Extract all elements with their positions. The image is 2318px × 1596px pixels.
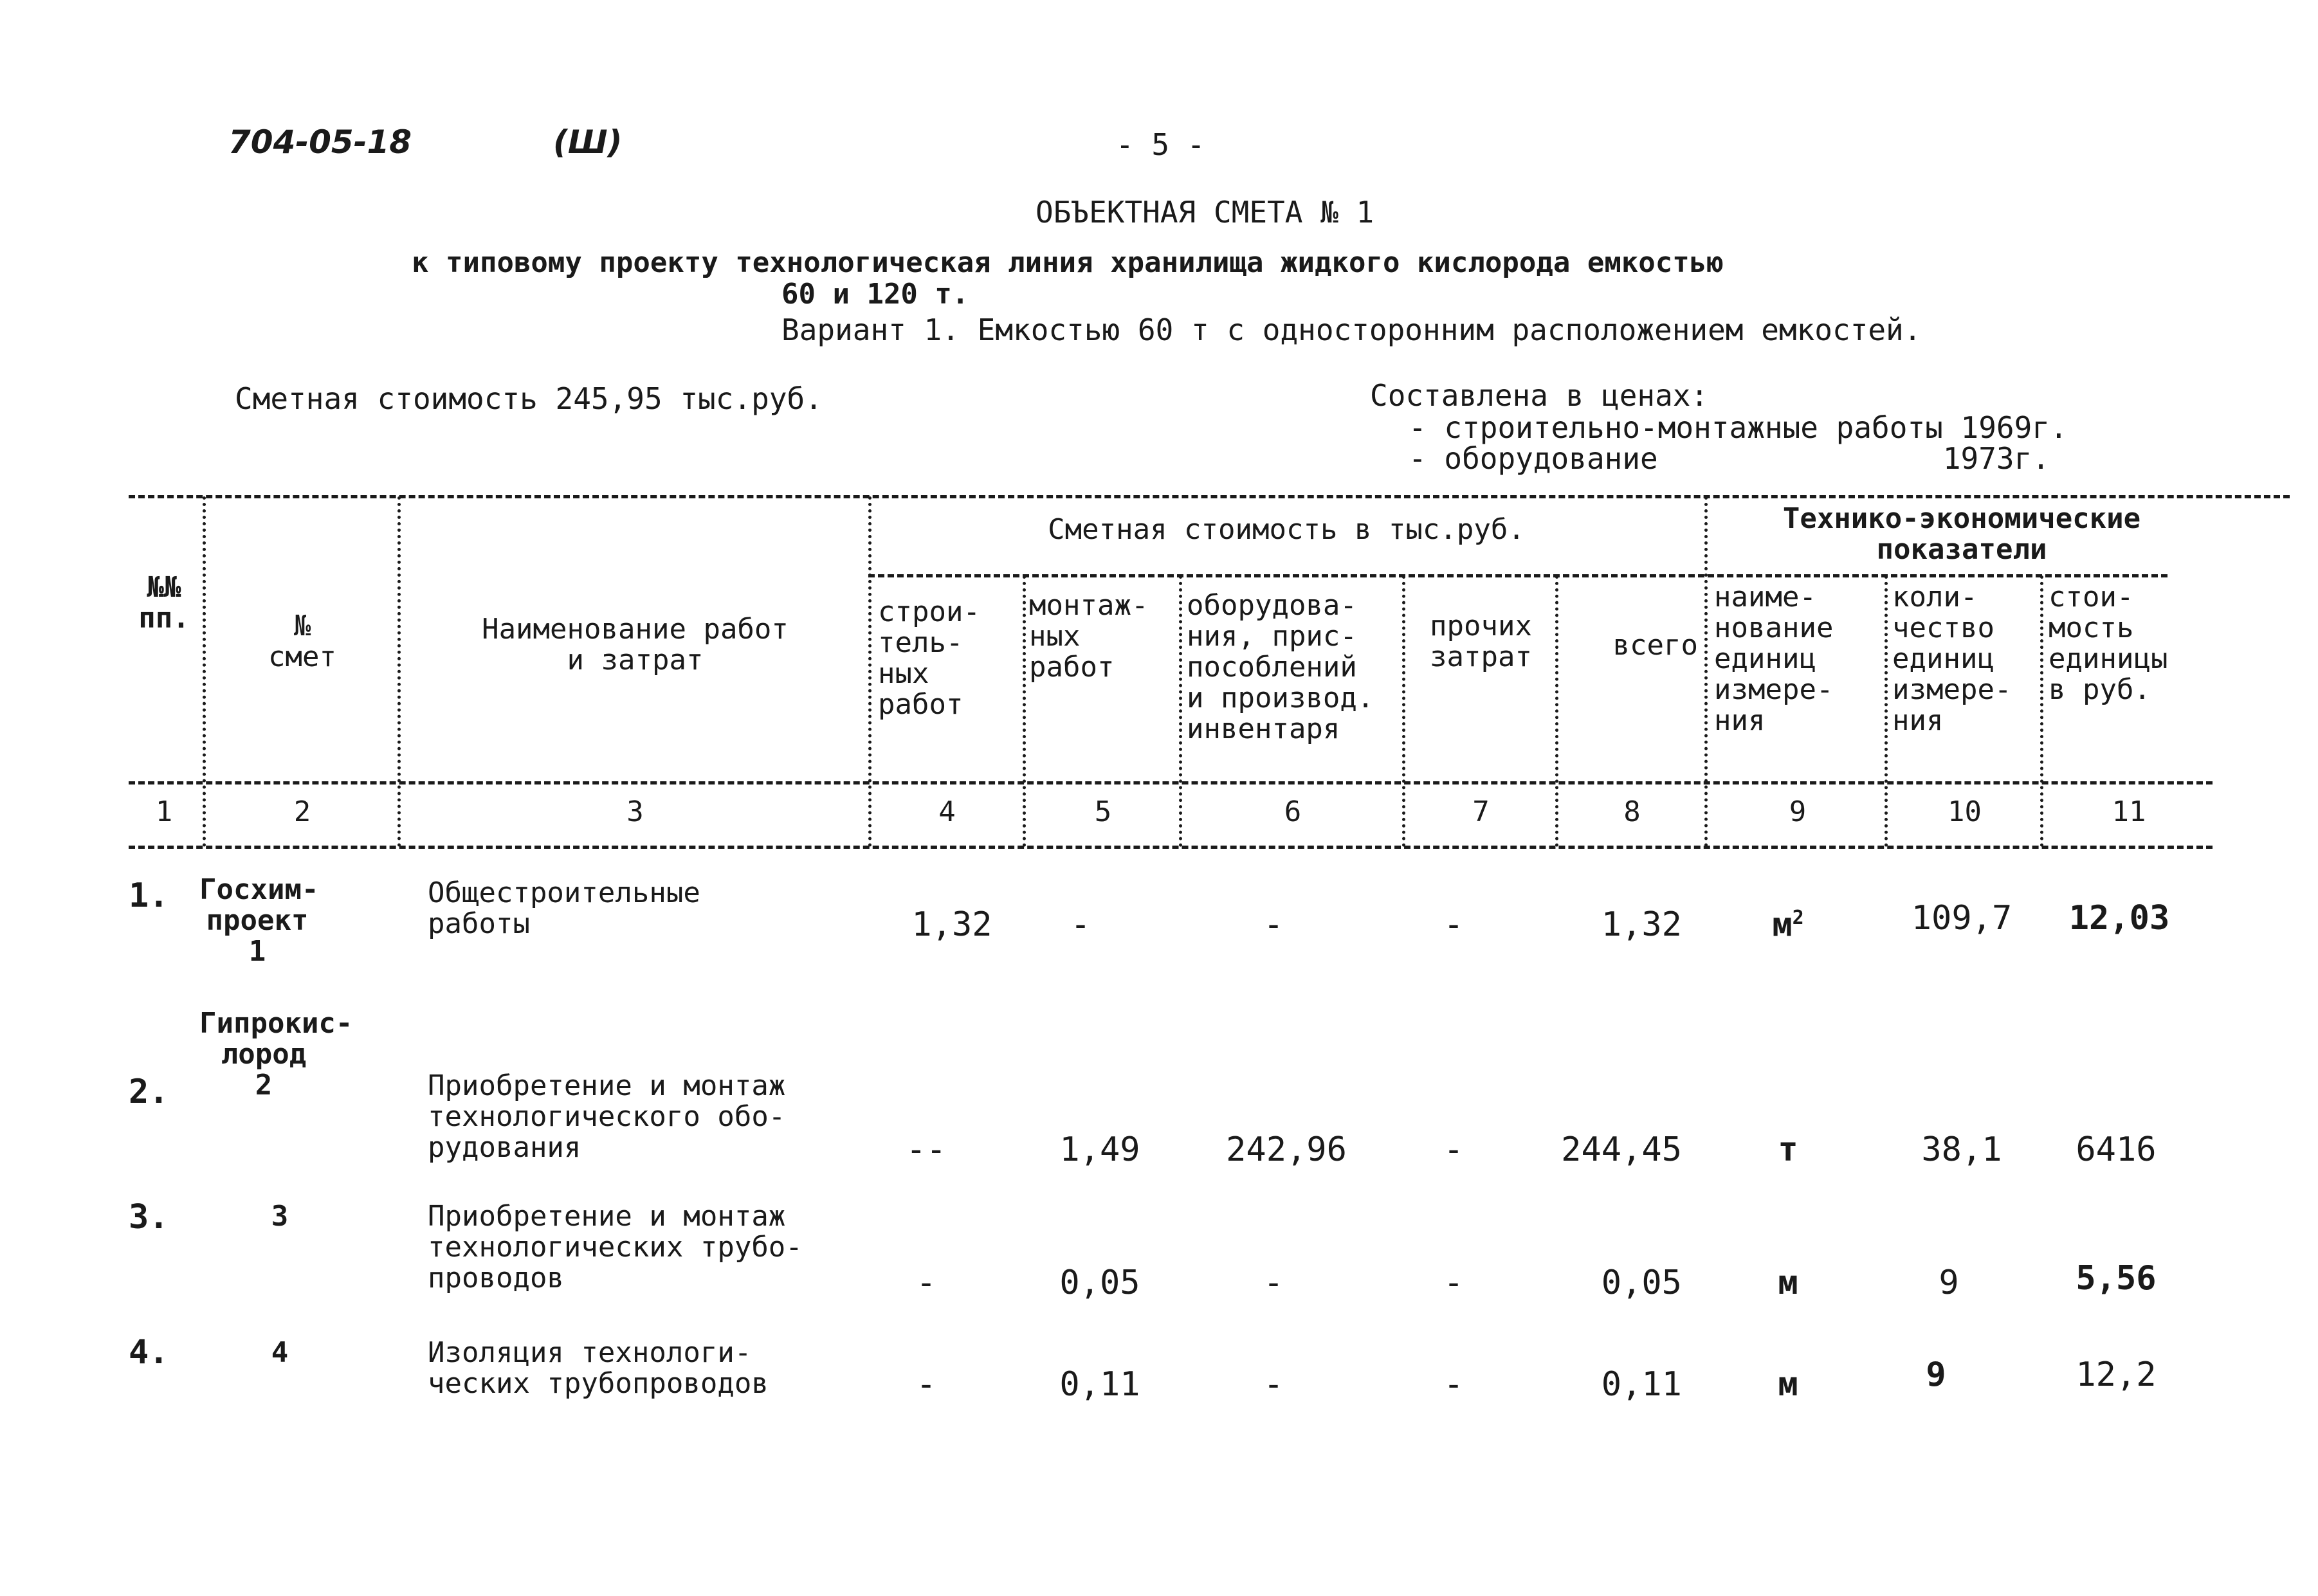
row-3-name: Приобретение и монтаж технологических трубо- проводов xyxy=(428,1200,803,1294)
row-1-total: 1,32 xyxy=(1601,905,1682,944)
row-2-name: Приобретение и монтаж технологического обо- рудования xyxy=(428,1069,786,1164)
col-separator xyxy=(868,496,872,847)
row-2-mount: 1,49 xyxy=(1059,1130,1140,1169)
col-number: 9 xyxy=(1789,795,1807,828)
col-number: 3 xyxy=(626,795,644,828)
col-header-2: № смет xyxy=(268,610,336,673)
col-number: 11 xyxy=(2112,795,2146,828)
group-header-cost: Сметная стоимость в тыс.руб. xyxy=(1048,513,1525,546)
document-code: 704-05-18 xyxy=(228,123,412,161)
row-1-qty: 109,7 xyxy=(1911,899,2012,938)
row-2-qty: 38,1 xyxy=(1921,1130,2002,1169)
document-title: ОБЪЕКТНАЯ СМЕТА № 1 xyxy=(1036,195,1374,230)
table-top-line xyxy=(129,495,2290,498)
row-2-total: 244,45 xyxy=(1561,1130,1682,1169)
prices-construction: - строительно-монтажные работы 1969г. xyxy=(1409,410,2068,445)
row-3-build: - xyxy=(916,1264,936,1302)
row-4-build: - xyxy=(916,1365,936,1404)
row-3-equip: - xyxy=(1263,1264,1284,1302)
estimate-cost: Сметная стоимость 245,95 тыс.руб. xyxy=(235,381,823,416)
col-separator xyxy=(1402,576,1405,847)
row-1-smeta: Госхим- проект 1 xyxy=(199,873,319,968)
row-3-unit: м xyxy=(1778,1264,1798,1302)
col-header-4: строи- тель- ных работ xyxy=(878,595,980,721)
title-line-1: к типовому проекту технологическая линия хранилища жидкого кислорода емкостью xyxy=(412,246,1724,279)
col-header-9: наиме- нование единиц измере- ния xyxy=(1714,581,1834,737)
col-header-6: оборудова- ния, прис- пособлений и производ. инвентаря xyxy=(1187,589,1374,745)
row-1-mount: - xyxy=(1070,905,1091,944)
col-number: 6 xyxy=(1284,795,1302,828)
col-separator xyxy=(1179,576,1182,847)
col-header-7: прочих затрат xyxy=(1430,610,1532,673)
prices-title: Составлена в ценах: xyxy=(1370,378,1709,413)
row-2-equip: 242,96 xyxy=(1226,1130,1347,1169)
col-header-3: Наименование работ и затрат xyxy=(482,613,789,676)
col-number: 4 xyxy=(938,795,956,828)
row-3-total: 0,05 xyxy=(1601,1264,1682,1302)
col-separator xyxy=(2040,576,2043,847)
row-1-name: Общестроительные работы xyxy=(428,876,700,940)
row-3-smeta: 3 xyxy=(271,1200,289,1233)
col-number: 1 xyxy=(155,795,173,828)
row-4-smeta: 4 xyxy=(271,1336,289,1369)
row-2-unit: т xyxy=(1778,1130,1798,1169)
row-1-build: 1,32 xyxy=(911,905,992,944)
row-2-number: 2. xyxy=(129,1073,169,1111)
col-separator xyxy=(203,496,206,847)
row-4-unit: м xyxy=(1778,1365,1798,1404)
col-separator xyxy=(1023,576,1026,847)
prices-equipment: - оборудование 1973г. xyxy=(1409,441,2050,476)
row-2-other: - xyxy=(1443,1130,1464,1169)
row-4-number: 4. xyxy=(129,1333,169,1372)
col-header-11: стои- мость единицы в руб. xyxy=(2049,581,2168,706)
col-header-5: монтаж- ных работ xyxy=(1029,589,1149,684)
group-header-tech: Технико-экономические показатели xyxy=(1782,502,2141,566)
col-number: 8 xyxy=(1623,795,1641,828)
row-1-number: 1. xyxy=(129,876,169,915)
col-number: 2 xyxy=(293,795,311,828)
col-separator xyxy=(1704,496,1708,847)
title-line-2: 60 и 120 т. xyxy=(781,278,969,311)
title-line-3: Вариант 1. Емкостью 60 т с односторонним расположением емкостей. xyxy=(781,313,1922,347)
row-2-price: 6416 xyxy=(2076,1130,2157,1169)
col-number: 10 xyxy=(1948,795,1982,828)
col-header-1: №№ пп. xyxy=(138,571,190,635)
row-3-price: 5,56 xyxy=(2076,1259,2157,1298)
row-4-equip: - xyxy=(1263,1365,1284,1404)
col-header-10: коли- чество единиц измере- ния xyxy=(1892,581,2012,737)
row-4-total: 0,11 xyxy=(1601,1365,1682,1404)
document-part: (Ш) xyxy=(553,123,623,161)
row-4-mount: 0,11 xyxy=(1059,1365,1140,1404)
table-group-line xyxy=(868,574,2167,577)
row-1-price: 12,03 xyxy=(2068,899,2170,938)
row-3-qty: 9 xyxy=(1939,1264,1959,1302)
row-3-mount: 0,05 xyxy=(1059,1264,1140,1302)
col-separator xyxy=(397,496,401,847)
col-number: 7 xyxy=(1472,795,1490,828)
col-separator xyxy=(1885,576,1888,847)
row-1-unit: $м^2$ xyxy=(1772,905,1804,945)
col-separator xyxy=(1555,576,1558,847)
page-number: - 5 - xyxy=(1116,127,1205,162)
row-4-name: Изоляция технологи- ческих трубопроводов xyxy=(428,1336,769,1400)
row-4-price: 12,2 xyxy=(2076,1356,2157,1394)
row-4-qty: 9 xyxy=(1926,1356,1946,1394)
row-4-other: - xyxy=(1443,1365,1464,1404)
col-number: 5 xyxy=(1094,795,1112,828)
table-header-bottom-line xyxy=(129,781,2213,784)
row-3-number: 3. xyxy=(129,1198,169,1237)
row-2-build: -- xyxy=(906,1130,947,1169)
row-2-smeta: Гипрокис- лород 2 xyxy=(199,1007,353,1102)
table-numbers-bottom-line xyxy=(129,846,2213,849)
row-1-equip: - xyxy=(1263,905,1284,944)
row-1-other: - xyxy=(1443,905,1464,944)
col-header-8: всего xyxy=(1612,629,1698,662)
row-3-other: - xyxy=(1443,1264,1464,1302)
